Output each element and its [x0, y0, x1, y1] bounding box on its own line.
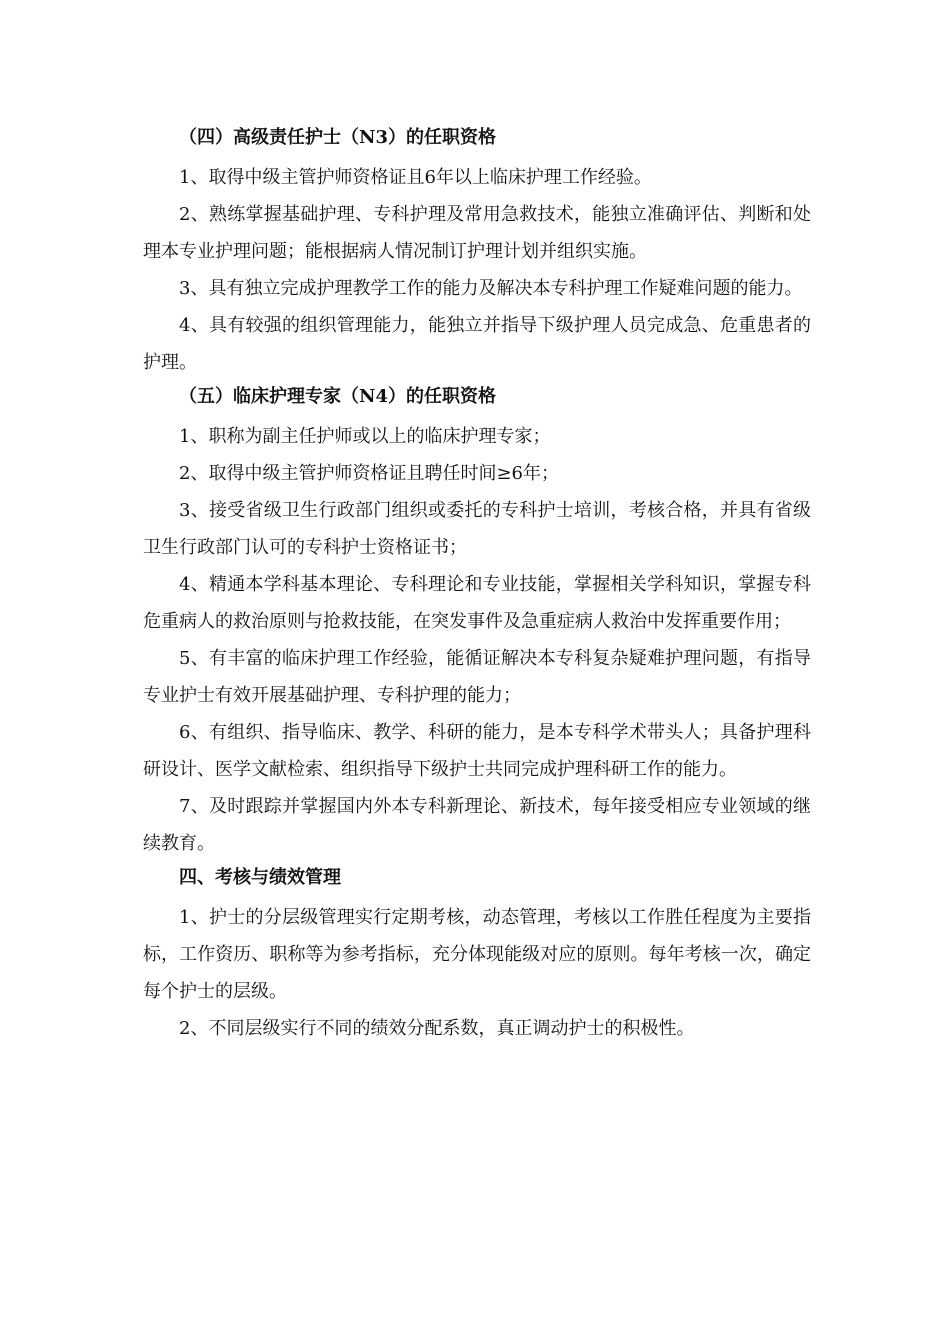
paragraph-n4-item-4: 4、精通本学科基本理论、专科理论和专业技能，掌握相关学科知识，掌握专科危重病人的救治原则与抢救技能，在突发事件及急重症病人救治中发挥重要作用； [143, 574, 811, 632]
section-heading-n4: （五）临床护理专家（N4）的任职资格 [179, 386, 496, 407]
paragraph-n3-item-3: 3、具有独立完成护理教学工作的能力及解决本专科护理工作疑难问题的能力。 [179, 278, 803, 299]
paragraph-n4-item-6: 6、有组织、指导临床、教学、科研的能力，是本专科学术带头人；具备护理科研设计、医学文献检索、组织指导下级护士共同完成护理科研工作的能力。 [143, 722, 811, 780]
paragraph-n4-item-5: 5、有丰富的临床护理工作经验，能循证解决本专科复杂疑难护理问题，有指导专业护士有效开展基础护理、专科护理的能力； [143, 648, 811, 706]
paragraph-n4-item-1: 1、职称为副主任护师或以上的临床护理专家； [179, 426, 551, 447]
paragraph-n3-item-4: 4、具有较强的组织管理能力，能独立并指导下级护理人员完成急、危重患者的护理。 [143, 315, 811, 373]
paragraph-assessment-item-2: 2、不同层级实行不同的绩效分配系数，真正调动护士的积极性。 [179, 1018, 695, 1039]
section-heading-n3: （四）高级责任护士（N3）的任职资格 [179, 127, 496, 148]
document-page [143, 122, 811, 1047]
paragraph-assessment-item-1: 1、护士的分层级管理实行定期考核，动态管理，考核以工作胜任程度为主要指标，工作资历、职称等为参考指标，充分体现能级对应的原则。每年考核一次，确定每个护士的层级。 [143, 907, 811, 1002]
paragraph-n4-item-2: 2、取得中级主管护师资格证且聘任时间≥6年； [179, 463, 559, 484]
paragraph-n4-item-7: 7、及时跟踪并掌握国内外本专科新理论、新技术，每年接受相应专业领域的继续教育。 [143, 796, 811, 854]
paragraph-n4-item-3: 3、接受省级卫生行政部门组织或委托的专科护士培训，考核合格，并具有省级卫生行政部门认可的专科护士资格证书； [143, 500, 811, 558]
section-heading-assessment: 四、考核与绩效管理 [179, 867, 341, 888]
paragraph-n3-item-1: 1、取得中级主管护师资格证且6年以上临床护理工作经验。 [179, 167, 652, 188]
paragraph-n3-item-2: 2、熟练掌握基础护理、专科护理及常用急救技术，能独立准确评估、判断和处理本专业护理问题；能根据病人情况制订护理计划并组织实施。 [143, 204, 811, 262]
